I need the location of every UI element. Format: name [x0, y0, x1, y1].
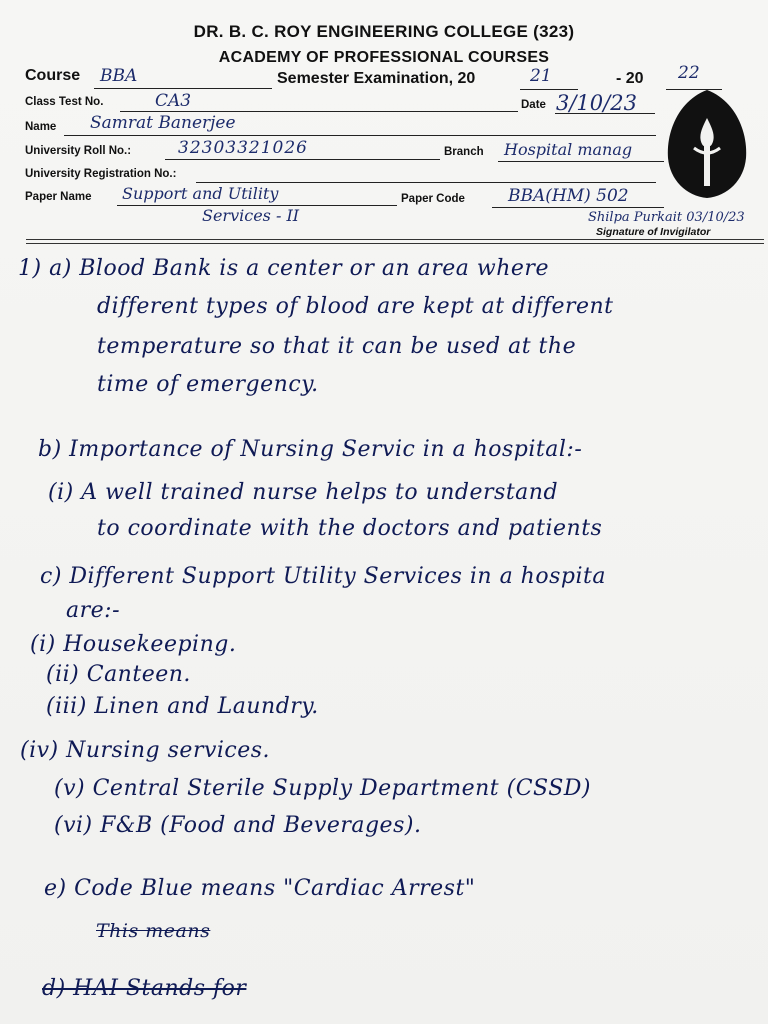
answer-line: 1) a) Blood Bank is a center or an area where: [18, 256, 549, 281]
answer-line-struck: This means: [96, 920, 211, 942]
college-name: DR. B. C. ROY ENGINEERING COLLEGE (323): [193, 22, 575, 41]
year-separator: - 20: [616, 70, 644, 87]
answer-line: c) Different Support Utility Services in a hospita: [40, 564, 606, 589]
answer-line: (iii) Linen and Laundry.: [46, 694, 319, 719]
registration-label: University Registration No.:: [25, 168, 177, 180]
header-divider-top: [26, 239, 764, 240]
roll-value: 32303321026: [178, 138, 308, 158]
paper-name-line2: Services - II: [202, 206, 300, 225]
branch-label: Branch: [444, 146, 484, 158]
answer-line: e) Code Blue means "Cardiac Arrest": [44, 876, 476, 901]
answer-line: different types of blood are kept at different: [97, 294, 614, 319]
roll-label: University Roll No.:: [25, 145, 132, 157]
semester-label: Semester Examination, 20: [277, 70, 476, 87]
signature-label: Signature of Invigilator: [596, 226, 711, 238]
academy-name: ACADEMY OF PROFESSIONAL COURSES: [218, 49, 550, 66]
answer-line: b) Importance of Nursing Servic in a hospital:-: [38, 437, 583, 462]
paper-code-label: Paper Code: [401, 193, 465, 205]
invigilator-signature: Shilpa Purkait 03/10/23: [588, 210, 745, 225]
answer-line-struck: d) HAI Stands for: [42, 976, 247, 1001]
paper-name-line1: Support and Utility: [122, 184, 279, 203]
course-label: Course: [25, 67, 81, 84]
answer-line: (ii) Canteen.: [46, 662, 191, 687]
answer-line: to coordinate with the doctors and patients: [97, 516, 603, 541]
student-name: Samrat Banerjee: [90, 113, 236, 133]
answer-line: temperature so that it can be used at the: [97, 334, 577, 359]
class-test-label: Class Test No.: [25, 96, 104, 108]
paper-name-label: Paper Name: [25, 191, 92, 203]
course-value: BBA: [100, 66, 138, 86]
college-logo: [664, 88, 750, 200]
answer-line: (i) Housekeeping.: [30, 632, 237, 657]
class-test-value: CA3: [155, 91, 192, 111]
year-start: 21: [530, 66, 552, 86]
answer-line: are:-: [66, 598, 120, 623]
date-label: Date: [521, 99, 546, 111]
year-end: 22: [678, 63, 700, 83]
answer-line: (vi) F&B (Food and Beverages).: [54, 813, 422, 838]
answer-line: (iv) Nursing services.: [20, 738, 271, 763]
header-divider-bottom: [26, 243, 764, 244]
answer-line: (i) A well trained nurse helps to understand: [48, 480, 559, 505]
answer-line: time of emergency.: [97, 372, 319, 397]
answer-line: (v) Central Sterile Supply Department (CSSD): [54, 776, 592, 801]
branch-value: Hospital manag: [504, 140, 633, 159]
paper-code-value: BBA(HM) 502: [508, 186, 629, 206]
name-label: Name: [25, 121, 57, 133]
date-value: 3/10/23: [556, 91, 637, 115]
